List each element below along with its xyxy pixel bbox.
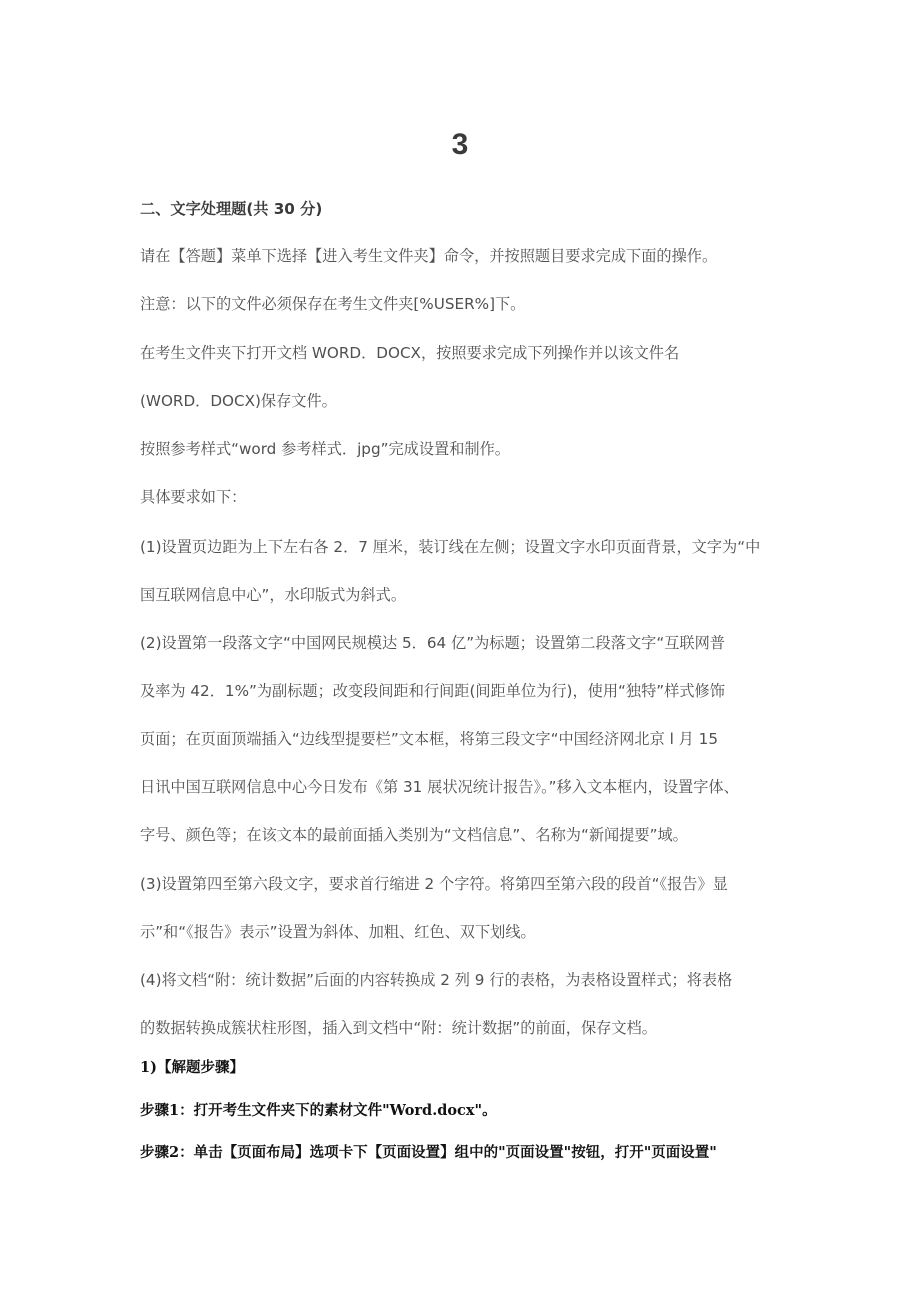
instruction-line: 注意：以下的文件必须保存在考生文件夹[%USER%]下。 [140, 295, 526, 313]
requirement-line: 字号、颜色等；在该文本的最前面插入类别为“文档信息”、名称为“新闻提要”域。 [140, 826, 688, 844]
answer-title: 1)【解题步骤】 [140, 1059, 244, 1076]
requirement-line: 示”和“《报告》表示”设置为斜体、加粗、红色、双下划线。 [140, 923, 536, 941]
answer-step: 步骤1：打开考生文件夹下的素材文件"Word.docx"。 [140, 1102, 497, 1119]
instruction-line: 按照参考样式“word 参考样式．jpg”完成设置和制作。 [140, 440, 510, 458]
requirement-line: (1)设置页边距为上下左右各 2．7 厘米，装订线在左侧；设置文字水印页面背景，文字为“中 [140, 538, 761, 556]
answer-step: 步骤2：单击【页面布局】选项卡下【页面设置】组中的"页面设置"按钮，打开"页面设置" [140, 1144, 717, 1161]
requirement-line: 国互联网信息中心”，水印版式为斜式。 [140, 586, 407, 604]
requirement-line: 的数据转换成簇状柱形图，插入到文档中“附：统计数据”的前面，保存文档。 [140, 1019, 657, 1037]
requirement-line: 及率为 42．1%”为副标题；改变段间距和行间距(间距单位为行)，使用“独特”样式修饰 [140, 682, 725, 700]
instruction-line: 具体要求如下： [140, 488, 247, 506]
requirement-line: (4)将文档“附：统计数据”后面的内容转换成 2 列 9 行的表格，为表格设置样式；将表格 [140, 971, 733, 989]
requirement-line: 页面；在页面顶端插入“边线型提要栏”文本框，将第三段文字“中国经济网北京 l 月 15 [140, 730, 719, 748]
section-heading: 二、文字处理题(共 30 分) [140, 200, 323, 218]
instruction-line: 请在【答题】菜单下选择【进入考生文件夹】命令，并按照题目要求完成下面的操作。 [140, 247, 718, 265]
page-number: 3 [451, 128, 469, 161]
requirement-line: (2)设置第一段落文字“中国网民规模达 5．64 亿”为标题；设置第二段落文字“互联网普 [140, 634, 725, 652]
instruction-line: 在考生文件夹下打开文档 WORD．DOCX，按照要求完成下列操作并以该文件名 [140, 344, 680, 362]
instruction-line: (WORD．DOCX)保存文件。 [140, 392, 337, 410]
requirement-line: (3)设置第四至第六段文字，要求首行缩进 2 个字符。将第四至第六段的段首“《报告》显 [140, 875, 728, 893]
requirement-line: 日讯中国互联网信息中心今日发布《第 31 展状况统计报告》。”移入文本框内，设置字体、 [140, 778, 739, 796]
